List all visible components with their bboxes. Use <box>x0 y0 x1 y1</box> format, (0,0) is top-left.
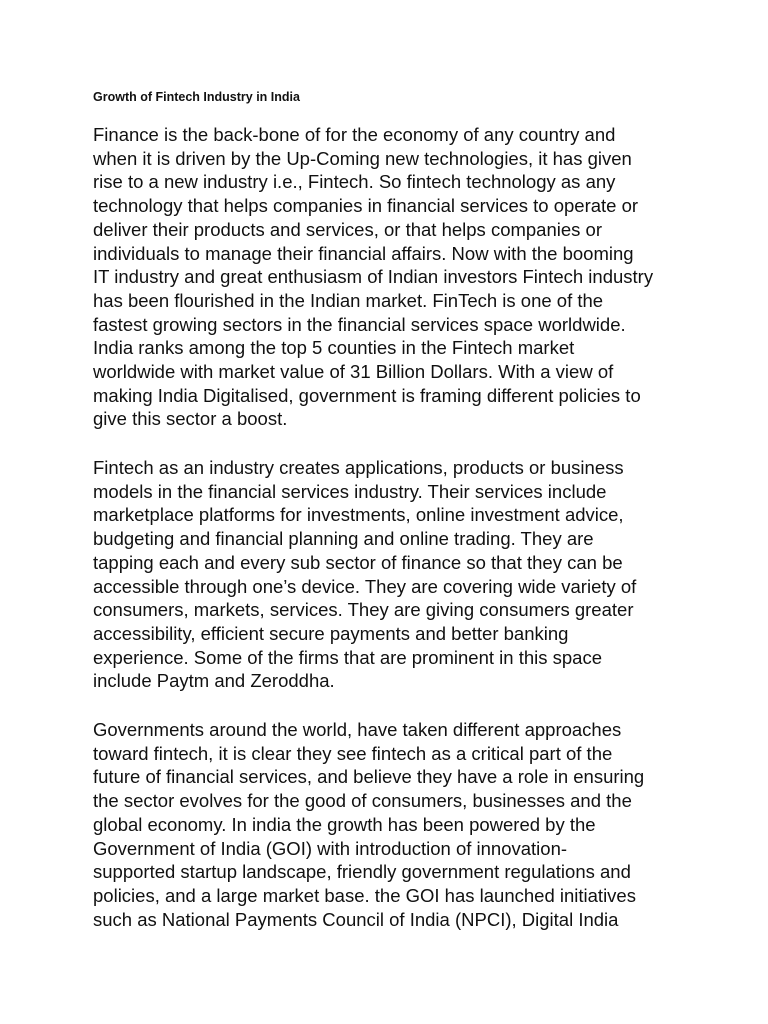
paragraph-line: global economy. In india the growth has been powered by the <box>93 813 596 835</box>
paragraph-line: models in the financial services industry. Their services include <box>93 480 607 502</box>
paragraph-line: accessible through one’s device. They are covering wide variety of <box>93 575 637 597</box>
paragraph-line: India ranks among the top 5 counties in the Fintech market <box>93 337 575 359</box>
paragraph-line: budgeting and financial planning and online trading. They are <box>93 528 594 550</box>
paragraph-line: rise to a new industry i.e., Fintech. So fintech technology as any <box>93 171 616 193</box>
paragraph-line: tapping each and every sub sector of finance so that they can be <box>93 551 623 573</box>
paragraph-line: the sector evolves for the good of consumers, businesses and the <box>93 790 632 812</box>
paragraph-line: Fintech as an industry creates applications, products or business <box>93 457 624 478</box>
paragraph-line: deliver their products and services, or that helps companies or <box>93 218 603 240</box>
paragraph-line: when it is driven by the Up-Coming new technologies, it has given <box>93 147 632 169</box>
paragraph-line: fastest growing sectors in the financial services space worldwide. <box>93 313 626 335</box>
paragraph-line: individuals to manage their financial affairs. Now with the booming <box>93 242 634 264</box>
paragraph-line: supported startup landscape, friendly government regulations and <box>93 861 631 883</box>
paragraph-line: making India Digitalised, government is framing different policies to <box>93 384 641 406</box>
paragraph-line: consumers, markets, services. They are giving consumers greater <box>93 599 634 621</box>
paragraph-line: IT industry and great enthusiasm of Indian investors Fintech industry <box>93 266 654 288</box>
paragraph-line: toward fintech, it is clear they see fintech as a critical part of the <box>93 742 613 764</box>
paragraph-line: policies, and a large market base. the GOI has launched initiatives <box>93 884 636 906</box>
paragraph-line: Governments around the world, have taken different approaches <box>93 719 622 740</box>
paragraph-line: such as National Payments Council of India (NPCI), Digital India <box>93 908 619 930</box>
paragraph-line: worldwide with market value of 31 Billion Dollars. With a view of <box>93 361 614 383</box>
paragraph-line: experience. Some of the firms that are prominent in this space <box>93 646 603 668</box>
paragraph-1 <box>93 123 693 431</box>
paragraph-line: technology that helps companies in financial services to operate or <box>93 195 639 217</box>
paragraph-line: marketplace platforms for investments, online investment advice, <box>93 504 624 526</box>
paragraph-3 <box>93 718 693 931</box>
document-title: Growth of Fintech Industry in India <box>93 90 300 104</box>
paragraph-line: include Paytm and Zeroddha. <box>93 670 335 692</box>
paragraph-line: has been flourished in the Indian market. FinTech is one of the <box>93 289 604 311</box>
paragraph-line: give this sector a boost. <box>93 408 288 430</box>
paragraph-line: Finance is the back-bone of for the economy of any country and <box>93 124 616 145</box>
paragraph-line: Government of India (GOI) with introduction of innovation- <box>93 837 568 859</box>
paragraph-line: accessibility, efficient secure payments and better banking <box>93 622 569 644</box>
paragraph-2 <box>93 456 693 693</box>
paragraph-line: future of financial services, and believe they have a role in ensuring <box>93 766 645 788</box>
